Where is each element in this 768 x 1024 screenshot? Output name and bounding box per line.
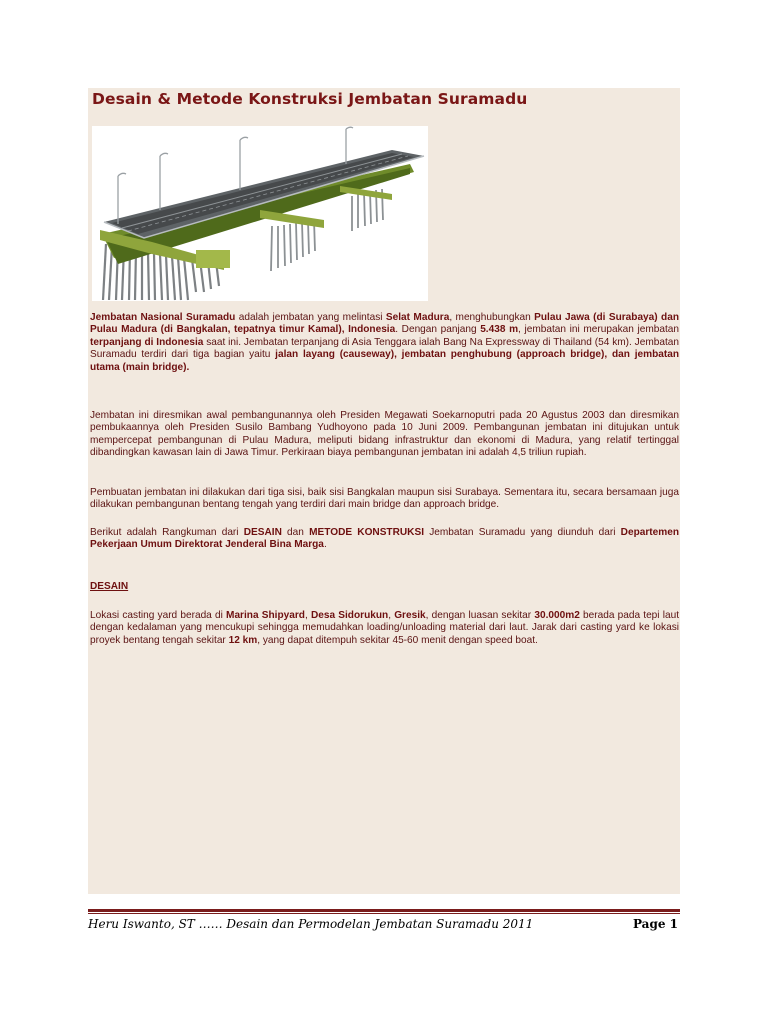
page-number: Page 1: [632, 917, 678, 931]
bridge-illustration: [92, 126, 428, 301]
intro-paragraph: Jembatan Nasional Suramadu adalah jembatan yang melintasi Selat Madura, menghubungkan Pulau Jawa (di Surabaya) dan Pulau Madura (di Bangkalan, tepatnya timur Kamal), Indonesia. Dengan panjang 5.438 m, jembatan ini merupakan jembatan terpanjang di Indonesia saat ini. Jembatan terpanjang di Asia Tenggara ialah Bang Na Expressway di Thailand (54 km). Jembatan Suramadu terdiri dari tiga bagian yaitu jalan layang (causeway), jembatan penghubung (approach bridge), dan jembatan utama (main bridge).: [90, 312, 680, 373]
section-heading-desain: DESAIN: [90, 581, 129, 592]
footer-rule-thin: [88, 913, 680, 914]
document-title: Desain & Metode Konstruksi Jembatan Suramadu: [92, 90, 528, 108]
history-paragraph: Jembatan ini diresmikan awal pembangunannya oleh Presiden Megawati Soekarnoputri pada 20 Agustus 2003 dan diresmikan pembukaannya oleh Presiden Susilo Bambang Yudhoyono pada 10 Juni 2009. Pembangunan jembatan ini ditujukan untuk mempercepat pembangunan di Pulau Madura, meliputi bidang infrastruktur dan ekonomi di Madura, yang relatif tertinggal dibandingkan kawasan lain di Jawa Timur. Perkiraan biaya pembangunan jembatan ini adalah 4,5 triliun rupiah.: [90, 410, 679, 459]
footer-author-title: Heru Iswanto, ST …… Desain dan Permodelan Jembatan Suramadu 2011: [88, 917, 534, 931]
source-paragraph: Berikut adalah Rangkuman dari DESAIN dan METODE KONSTRUKSI Jembatan Suramadu yang diunduh dari Departemen Pekerjaan Umum Direktorat Jenderal Bina Marga.: [90, 527, 680, 551]
footer-rule-thick: [88, 909, 680, 912]
casting-yard-paragraph: Lokasi casting yard berada di Marina Shipyard, Desa Sidorukun, Gresik, dengan luasan sekitar 30.000m2 berada pada tepi laut dengan kedalaman yang mencukupi sehingga memudahkan loading/unloading material dari laut. Jarak dari casting yard ke lokasi proyek bentang tengah sekitar 12 km, yang dapat ditempuh sekitar 45-60 menit dengan speed boat.: [90, 610, 680, 646]
construction-paragraph: Pembuatan jembatan ini dilakukan dari tiga sisi, baik sisi Bangkalan maupun sisi Surabaya. Sementara itu, secara bersamaan juga dilakukan pembangunan bentang tengah yang terdiri dari main bridge dan approach bridge.: [90, 487, 679, 511]
